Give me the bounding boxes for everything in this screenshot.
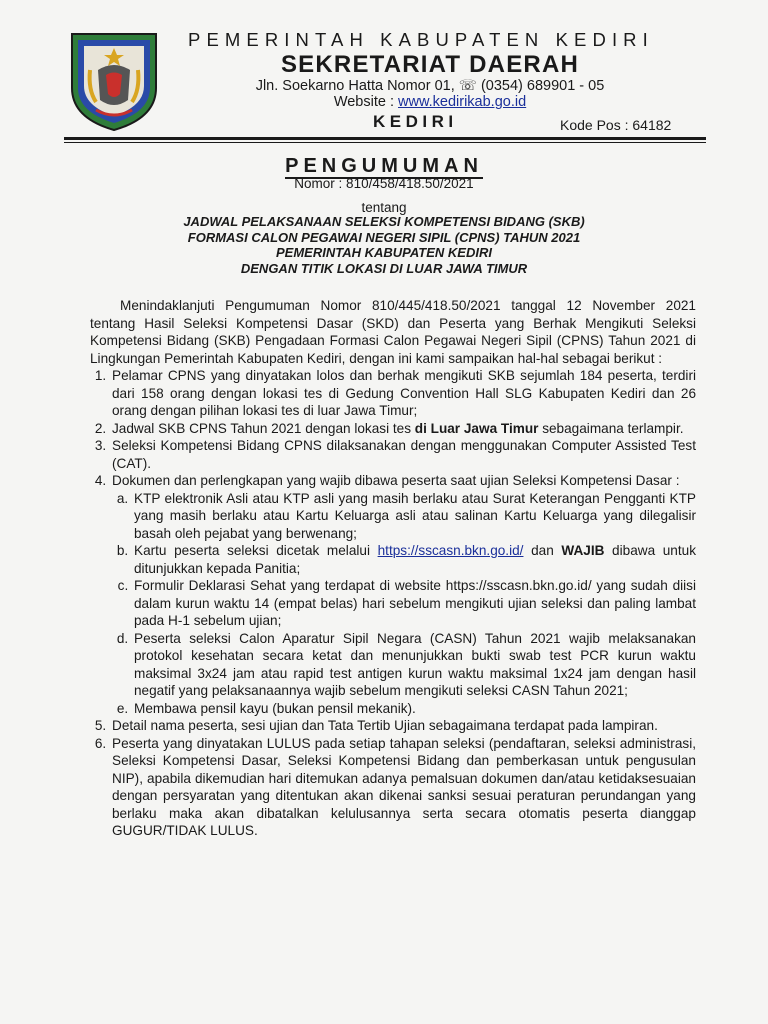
item-text: Membawa pensil kayu (bukan pensil mekanik).: [134, 700, 416, 716]
list-item: [110, 717, 696, 735]
item-text: Kartu peserta seleksi dicetak melalui: [134, 543, 378, 558]
list-item: [110, 437, 696, 472]
sub-list-item: [132, 542, 696, 577]
announcement-list: [90, 367, 696, 840]
list-item: [110, 420, 696, 438]
item-text: Detail nama peserta, sesi ujian dan Tata Tertib Ujian sebagaimana terdapat pada lampiran.: [112, 718, 658, 733]
website-link[interactable]: www.kedirikab.go.id: [398, 94, 527, 110]
item-text: KTP elektronik Asli atau KTP asli yang masih berlaku atau Surat Keterangan Pengganti KTP yang masih berlaku atau Kartu Keluarga asli atau salinan Kartu Keluarga yang dilegalisir basah oleh pejabat yang berwenang;: [134, 490, 696, 541]
item-text: Peserta seleksi Calon Aparatur Sipil Negara (CASN) Tahun 2021 wajib melaksanakan protokol kesehatan secara ketat dan menunjukkan bukti swab test PCR kurun waktu maksimal 3x24 jam atau rapid test antigen kurun waktu maksimal 1x24 jam dengan hasil negatif yang pelaksanaannya wajib sebelum mengikuti seleksi CASN Tahun 2021;: [134, 630, 696, 698]
announcement-body: [90, 297, 696, 840]
list-item: [110, 367, 696, 420]
item-text: Pelamar CPNS yang dinyatakan lolos dan berhak mengikuti SKB sejumlah 184 peserta, terdiri dari 158 orang dengan lokasi tes di Gedung Convention Hall SLG Kabupaten Kediri dan 26 orang dengan pilihan lokasi tes di luar Jawa Timur;: [112, 368, 696, 418]
subject-line: DENGAN TITIK LOKASI DI LUAR JAWA TIMUR: [240, 260, 528, 276]
kediri-coat-of-arms-logo: [68, 30, 160, 132]
sub-list-item: [132, 630, 696, 700]
document-subject: [0, 214, 768, 276]
letterhead-address: Jln. Soekarno Hatta Nomor 01, ☏ (0354) 689901 - 05: [255, 78, 605, 94]
item-text: Formulir Deklarasi Sehat yang terdapat di website https://sscasn.bkn.go.id/ yang sudah diisi dalam kurun waktu 14 (empat belas) hari sebelum mengikuti ujian seleksi dan paling lambat pada H-1 sebelum ujian;: [134, 578, 696, 628]
letterhead-city: KEDIRI: [373, 112, 458, 131]
website-label: Website :: [333, 94, 399, 110]
item-emphasis: WAJIB: [561, 543, 605, 558]
item-emphasis: di Luar Jawa Timur: [414, 420, 539, 436]
title-text: PENGUMUMAN: [285, 155, 483, 177]
list-item: [110, 472, 696, 717]
item-text: dibawa untuk ditunjukkan kepada Panitia;: [134, 543, 697, 576]
list-item: [110, 735, 696, 840]
item-text: Jadwal SKB CPNS Tahun 2021 dengan lokasi tes: [112, 420, 415, 436]
letterhead-website-row: [180, 94, 680, 110]
sub-list-item: [132, 700, 696, 718]
letterhead-postal-code: Kode Pos : 64182: [560, 117, 672, 133]
sub-list-item: [132, 490, 696, 543]
subject-line: JADWAL PELAKSANAAN SELEKSI KOMPETENSI BIDANG (SKB): [183, 214, 585, 229]
letterhead-rule-thick: [64, 137, 706, 140]
letterhead-rule-thin: [64, 142, 706, 143]
letterhead-office: SEKRETARIAT DAERAH: [280, 51, 580, 78]
item-text: Dokumen dan perlengkapan yang wajib dibawa peserta saat ujian Seleksi Kompetensi Dasar :: [112, 473, 680, 488]
sscasn-link[interactable]: https://sscasn.bkn.go.id/: [377, 543, 524, 558]
document-title: [0, 155, 768, 178]
document-number: Nomor : 810/458/418.50/2021: [294, 176, 474, 191]
item-text: dan: [523, 543, 562, 558]
tentang-label: tentang: [361, 200, 407, 215]
item-text: Seleksi Kompetensi Bidang CPNS dilaksanakan dengan menggunakan Computer Assisted Test (CAT).: [112, 438, 696, 471]
intro-paragraph: Menindaklanjuti Pengumuman Nomor 810/445/418.50/2021 tanggal 12 November 2021 tentang Hasil Seleksi Kompetensi Dasar (SKD) dan Peserta yang Berhak Mengikuti Seleksi Kompetensi Bidang (SKB) Pengadaan Formasi Calon Pegawai Negeri Sipil (CPNS) Tahun 2021 di Lingkungan Pemerintah Kabupaten Kediri, dengan ini kami sampaikan hal-hal sebagai berikut :: [90, 298, 696, 366]
subject-line: PEMERINTAH KABUPATEN KEDIRI: [276, 245, 492, 260]
document-requirements-list: [112, 490, 696, 718]
item-text: sebagaimana terlampir.: [538, 420, 684, 436]
subject-line: FORMASI CALON PEGAWAI NEGERI SIPIL (CPNS) TAHUN 2021: [187, 229, 581, 245]
item-text: Peserta yang dinyatakan LULUS pada setiap tahapan seleksi (pendaftaran, seleksi administrasi, Seleksi Kompetensi Dasar, Seleksi Kompetensi Bidang dan pemberkasan untuk pengusulan NIP), apabila dikemudian hari ditemukan adanya pemalsuan dokumen dan/atau ketidaksesuaian dengan persyaratan yang ditentukan akan dikenai sanksi sesuai peraturan perundangan yang berlaku maka akan dibatalkan kelulusannya serta secara otomatis peserta dianggap GUGUR/TIDAK LULUS.: [112, 735, 696, 838]
sub-list-item: [132, 577, 696, 630]
letterhead-government: PEMERINTAH KABUPATEN KEDIRI: [188, 29, 654, 50]
